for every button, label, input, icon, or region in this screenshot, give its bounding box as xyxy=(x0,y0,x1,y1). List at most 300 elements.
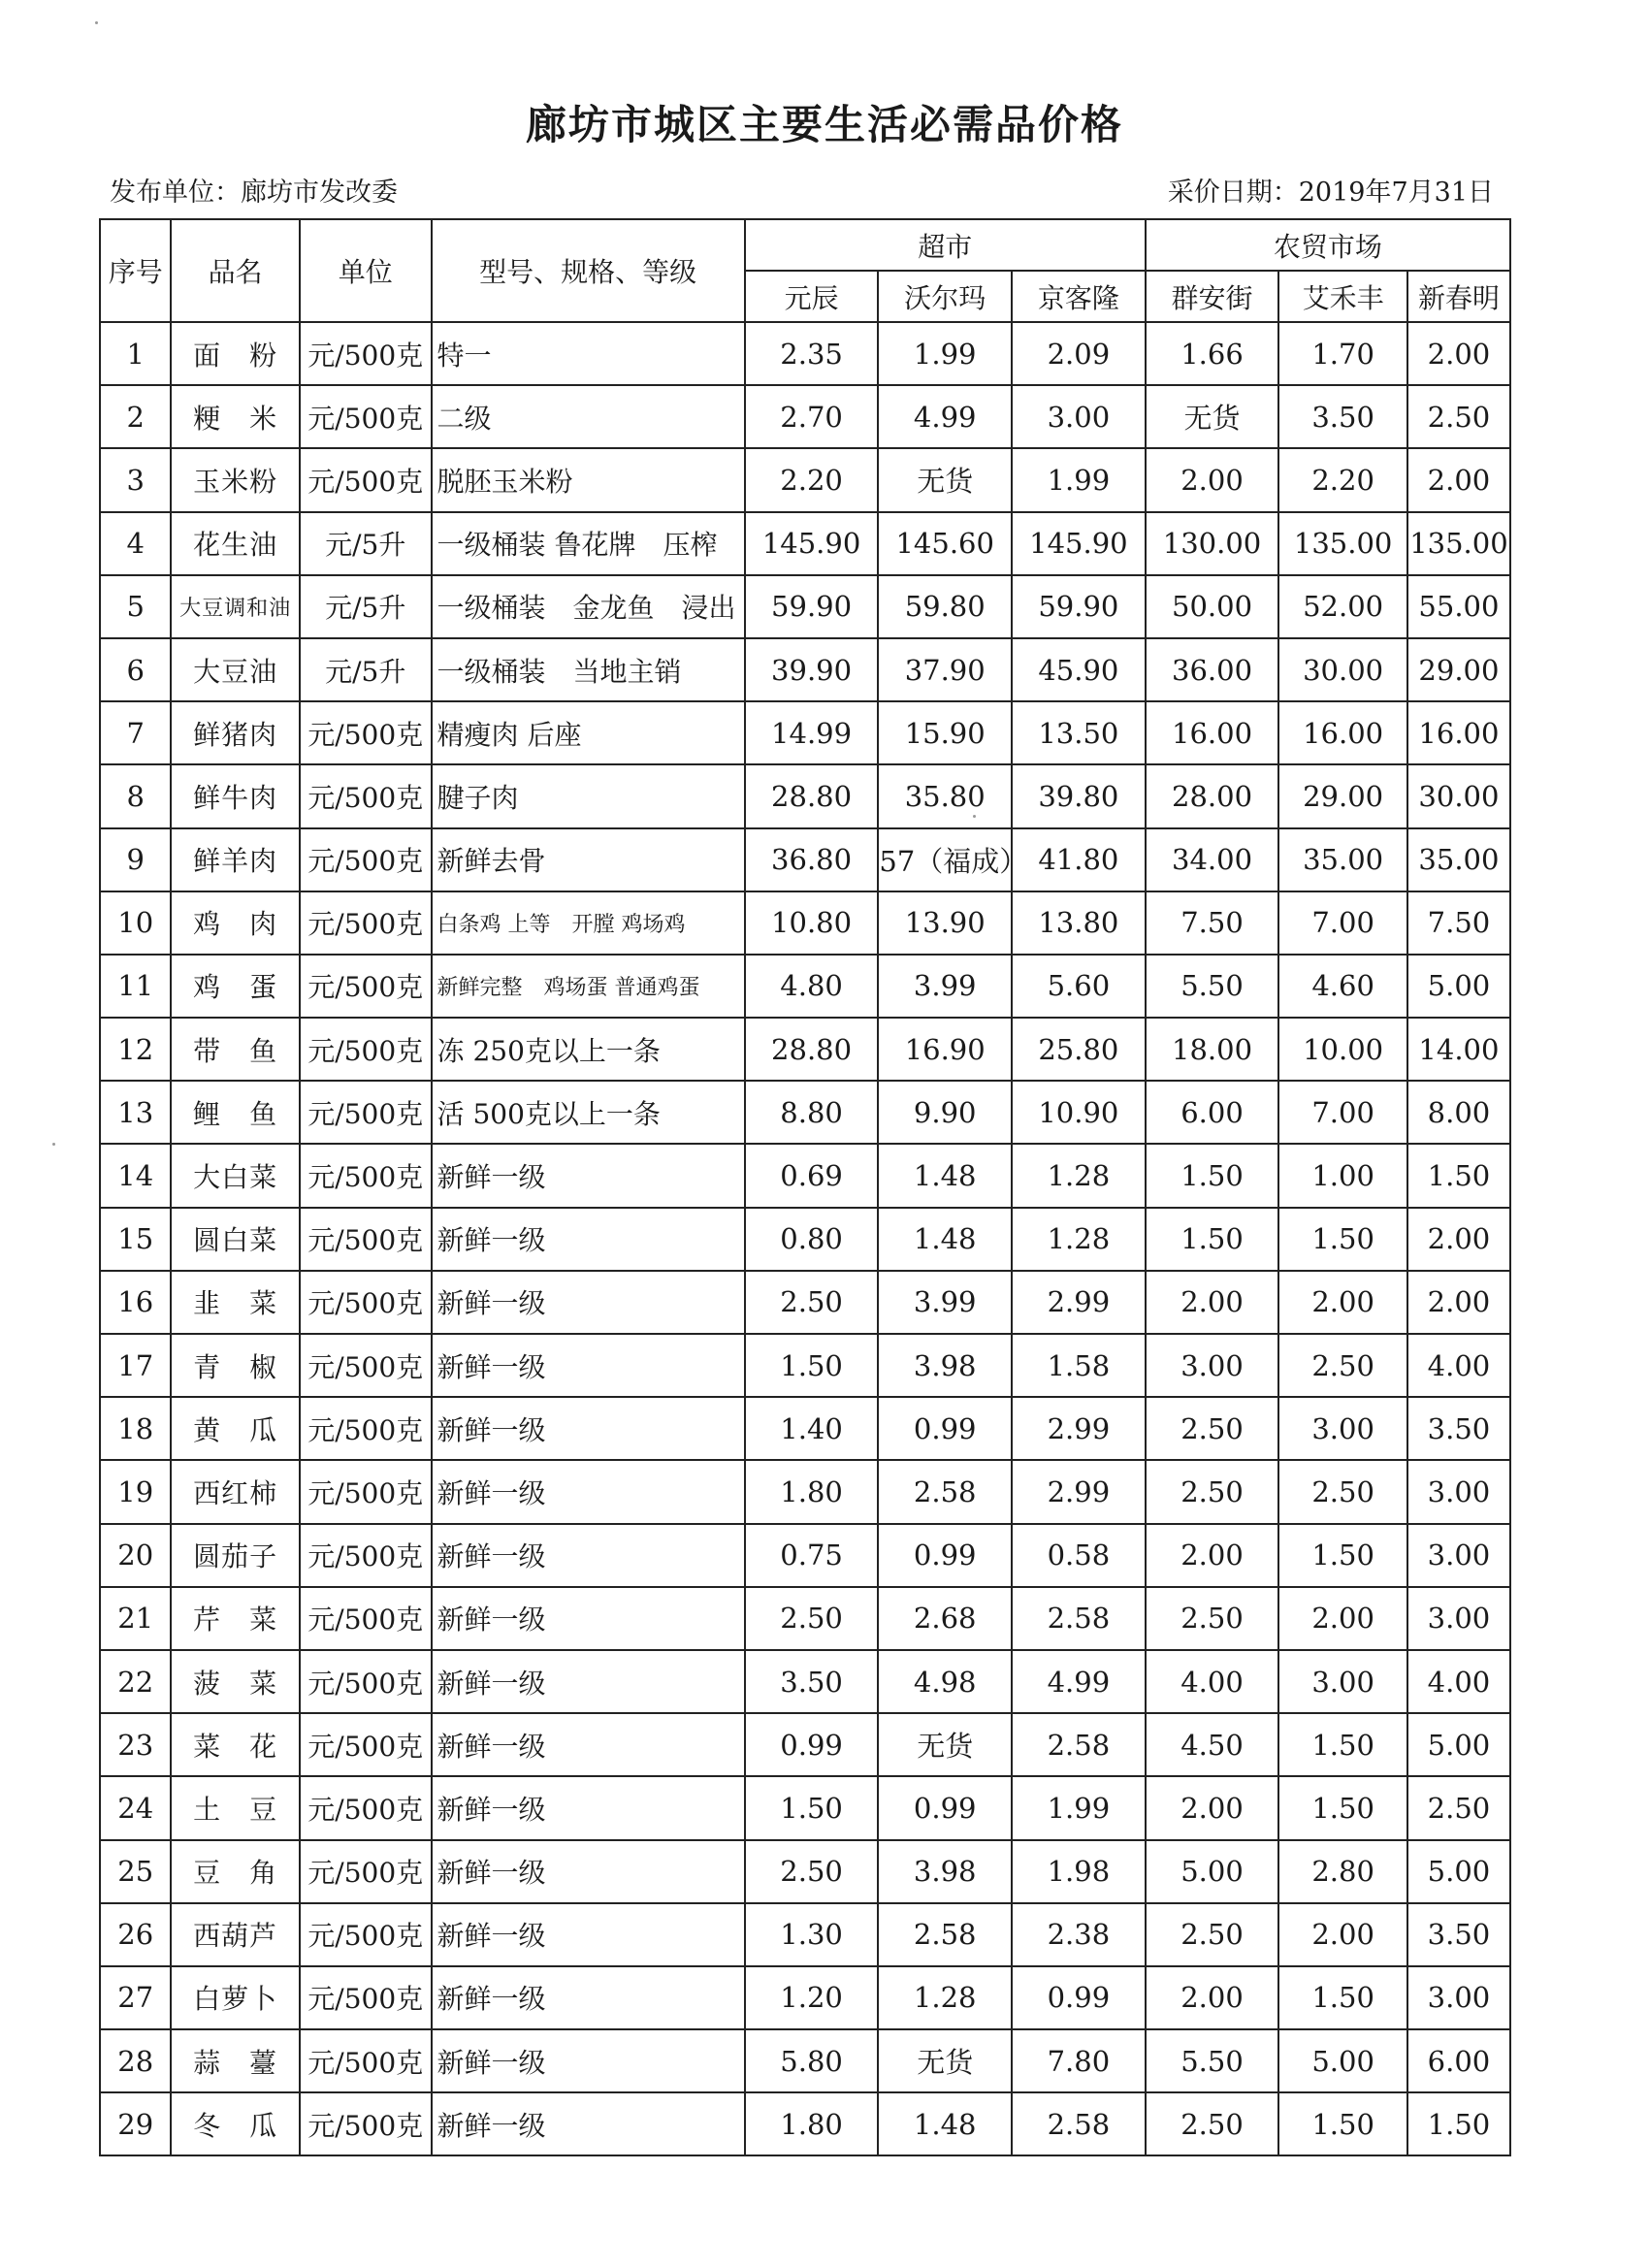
row-name: 蒜 薹 xyxy=(171,2029,300,2092)
row-price: 135.00 xyxy=(1407,512,1510,575)
row-spec: 特一 xyxy=(432,322,745,385)
row-price: 1.50 xyxy=(1278,1524,1407,1587)
row-seq: 10 xyxy=(100,891,171,955)
table-row xyxy=(100,1524,1510,1587)
row-price: 无货 xyxy=(878,2029,1012,2092)
row-price: 2.00 xyxy=(1407,448,1510,511)
row-seq: 6 xyxy=(100,638,171,701)
row-price: 5.00 xyxy=(1146,1840,1279,1903)
row-price: 3.99 xyxy=(878,955,1012,1018)
row-price: 0.75 xyxy=(745,1524,879,1587)
row-price: 3.50 xyxy=(745,1650,879,1713)
row-price: 8.80 xyxy=(745,1081,879,1144)
row-price: 135.00 xyxy=(1278,512,1407,575)
row-unit: 元/500克 xyxy=(300,1524,432,1587)
row-price: 7.50 xyxy=(1407,891,1510,955)
row-unit: 元/500克 xyxy=(300,1966,432,2029)
row-price: 3.99 xyxy=(878,1271,1012,1334)
row-seq: 14 xyxy=(100,1144,171,1207)
row-price: 2.50 xyxy=(1146,1903,1279,1966)
row-price: 2.20 xyxy=(1278,448,1407,511)
row-price: 2.00 xyxy=(1146,1271,1279,1334)
table-row xyxy=(100,1397,1510,1460)
row-price: 1.20 xyxy=(745,1966,879,2029)
row-name: 鲤 鱼 xyxy=(171,1081,300,1144)
row-spec: 一级桶装 金龙鱼 浸出 xyxy=(432,575,745,638)
header-store: 京客隆 xyxy=(1012,271,1146,322)
row-price: 2.99 xyxy=(1012,1397,1146,1460)
row-unit: 元/500克 xyxy=(300,322,432,385)
row-unit: 元/500克 xyxy=(300,891,432,955)
row-unit: 元/500克 xyxy=(300,1334,432,1397)
header-store: 群安街 xyxy=(1146,271,1279,322)
row-price: 10.00 xyxy=(1278,1018,1407,1081)
row-price: 2.00 xyxy=(1146,1776,1279,1839)
row-unit: 元/500克 xyxy=(300,828,432,891)
row-seq: 12 xyxy=(100,1018,171,1081)
row-seq: 21 xyxy=(100,1587,171,1650)
row-price: 2.58 xyxy=(1012,1713,1146,1776)
row-price: 7.50 xyxy=(1146,891,1279,955)
row-unit: 元/5升 xyxy=(300,638,432,701)
row-price: 2.50 xyxy=(1407,1776,1510,1839)
row-spec: 新鲜一级 xyxy=(432,1840,745,1903)
row-unit: 元/500克 xyxy=(300,2029,432,2092)
row-seq: 26 xyxy=(100,1903,171,1966)
row-price: 1.50 xyxy=(745,1334,879,1397)
row-spec: 新鲜一级 xyxy=(432,1334,745,1397)
table-row xyxy=(100,1018,1510,1081)
row-name: 面 粉 xyxy=(171,322,300,385)
row-price: 1.28 xyxy=(878,1966,1012,2029)
row-seq: 19 xyxy=(100,1460,171,1523)
table-row xyxy=(100,385,1510,448)
document-title: 廊坊市城区主要生活必需品价格 xyxy=(525,101,1123,148)
row-price: 2.00 xyxy=(1146,448,1279,511)
row-name: 大豆调和油 xyxy=(171,575,300,638)
row-price: 0.99 xyxy=(745,1713,879,1776)
row-price: 37.90 xyxy=(878,638,1012,701)
row-price: 18.00 xyxy=(1146,1018,1279,1081)
row-price: 13.50 xyxy=(1012,701,1146,764)
row-name: 鲜牛肉 xyxy=(171,764,300,827)
row-name: 鲜羊肉 xyxy=(171,828,300,891)
row-price: 36.80 xyxy=(745,828,879,891)
row-price: 0.99 xyxy=(878,1397,1012,1460)
row-price: 35.00 xyxy=(1407,828,1510,891)
row-price: 2.50 xyxy=(745,1840,879,1903)
row-price: 1.99 xyxy=(1012,1776,1146,1839)
row-price: 3.00 xyxy=(1407,1966,1510,2029)
row-spec: 精瘦肉 后座 xyxy=(432,701,745,764)
row-price: 41.80 xyxy=(1012,828,1146,891)
row-price: 2.09 xyxy=(1012,322,1146,385)
table-row xyxy=(100,955,1510,1018)
row-price: 6.00 xyxy=(1407,2029,1510,2092)
row-unit: 元/500克 xyxy=(300,1713,432,1776)
row-price: 0.69 xyxy=(745,1144,879,1207)
row-price: 2.50 xyxy=(1146,1460,1279,1523)
price-table xyxy=(99,218,1511,2156)
row-price: 2.50 xyxy=(1407,385,1510,448)
table-row xyxy=(100,2029,1510,2092)
row-spec: 新鲜去骨 xyxy=(432,828,745,891)
row-price: 2.00 xyxy=(1407,322,1510,385)
row-price: 1.98 xyxy=(1012,1840,1146,1903)
row-price: 2.00 xyxy=(1278,1903,1407,1966)
row-spec: 脱胚玉米粉 xyxy=(432,448,745,511)
row-price: 1.50 xyxy=(1278,1776,1407,1839)
row-price: 0.99 xyxy=(878,1776,1012,1839)
row-price: 2.50 xyxy=(1146,1397,1279,1460)
row-spec: 新鲜一级 xyxy=(432,2092,745,2155)
row-price: 无货 xyxy=(1146,385,1279,448)
row-price: 2.99 xyxy=(1012,1271,1146,1334)
row-seq: 15 xyxy=(100,1208,171,1271)
row-price: 0.99 xyxy=(1012,1966,1146,2029)
row-price: 1.50 xyxy=(1278,1966,1407,2029)
row-spec: 活 500克以上一条 xyxy=(432,1081,745,1144)
row-price: 4.98 xyxy=(878,1650,1012,1713)
row-price: 30.00 xyxy=(1407,764,1510,827)
row-price: 57（福成） xyxy=(878,828,1012,891)
row-name: 大白菜 xyxy=(171,1144,300,1207)
row-price: 2.50 xyxy=(1278,1334,1407,1397)
row-price: 1.50 xyxy=(1146,1208,1279,1271)
row-price: 2.00 xyxy=(1278,1271,1407,1334)
row-price: 3.00 xyxy=(1278,1397,1407,1460)
row-price: 2.35 xyxy=(745,322,879,385)
row-price: 3.50 xyxy=(1278,385,1407,448)
row-price: 7.00 xyxy=(1278,891,1407,955)
row-spec: 新鲜一级 xyxy=(432,1524,745,1587)
row-seq: 3 xyxy=(100,448,171,511)
row-unit: 元/5升 xyxy=(300,575,432,638)
row-seq: 11 xyxy=(100,955,171,1018)
row-seq: 27 xyxy=(100,1966,171,2029)
row-price: 4.00 xyxy=(1146,1650,1279,1713)
row-seq: 20 xyxy=(100,1524,171,1587)
row-spec: 二级 xyxy=(432,385,745,448)
row-price: 45.90 xyxy=(1012,638,1146,701)
table-row xyxy=(100,1208,1510,1271)
row-price: 2.00 xyxy=(1146,1524,1279,1587)
row-price: 3.00 xyxy=(1012,385,1146,448)
row-price: 无货 xyxy=(878,1713,1012,1776)
row-price: 2.00 xyxy=(1407,1271,1510,1334)
row-price: 无货 xyxy=(878,448,1012,511)
price-table-body xyxy=(100,322,1510,2155)
row-price: 2.38 xyxy=(1012,1903,1146,1966)
row-price: 0.99 xyxy=(878,1524,1012,1587)
row-unit: 元/500克 xyxy=(300,1081,432,1144)
row-price: 3.00 xyxy=(1407,1587,1510,1650)
row-spec: 新鲜一级 xyxy=(432,1903,745,1966)
row-seq: 7 xyxy=(100,701,171,764)
row-price: 59.90 xyxy=(745,575,879,638)
row-price: 1.50 xyxy=(1278,1713,1407,1776)
row-name: 鸡 肉 xyxy=(171,891,300,955)
row-seq: 23 xyxy=(100,1713,171,1776)
row-price: 10.80 xyxy=(745,891,879,955)
row-spec: 新鲜一级 xyxy=(432,1587,745,1650)
row-spec: 新鲜一级 xyxy=(432,1650,745,1713)
header-market: 农贸市场 xyxy=(1146,219,1510,271)
row-unit: 元/500克 xyxy=(300,385,432,448)
row-price: 5.00 xyxy=(1278,2029,1407,2092)
table-row xyxy=(100,512,1510,575)
row-price: 1.40 xyxy=(745,1397,879,1460)
row-price: 130.00 xyxy=(1146,512,1279,575)
row-price: 13.90 xyxy=(878,891,1012,955)
row-price: 1.28 xyxy=(1012,1144,1146,1207)
row-unit: 元/500克 xyxy=(300,1018,432,1081)
row-spec: 新鲜一级 xyxy=(432,1271,745,1334)
row-unit: 元/500克 xyxy=(300,1840,432,1903)
row-unit: 元/500克 xyxy=(300,1397,432,1460)
row-price: 1.99 xyxy=(878,322,1012,385)
row-price: 2.80 xyxy=(1278,1840,1407,1903)
row-price: 52.00 xyxy=(1278,575,1407,638)
row-price: 59.80 xyxy=(878,575,1012,638)
publisher-label: 发布单位：廊坊市发改委 xyxy=(110,178,398,208)
row-price: 5.00 xyxy=(1407,1713,1510,1776)
row-price: 16.90 xyxy=(878,1018,1012,1081)
row-price: 59.90 xyxy=(1012,575,1146,638)
row-price: 50.00 xyxy=(1146,575,1279,638)
table-row xyxy=(100,1776,1510,1839)
row-name: 冬 瓜 xyxy=(171,2092,300,2155)
row-price: 2.58 xyxy=(878,1903,1012,1966)
row-spec: 新鲜一级 xyxy=(432,1966,745,2029)
row-spec: 一级桶装 鲁花牌 压榨 xyxy=(432,512,745,575)
row-name: 土 豆 xyxy=(171,1776,300,1839)
row-price: 1.58 xyxy=(1012,1334,1146,1397)
table-row xyxy=(100,575,1510,638)
row-price: 2.50 xyxy=(1146,1587,1279,1650)
row-price: 1.50 xyxy=(1407,1144,1510,1207)
row-name: 花生油 xyxy=(171,512,300,575)
row-price: 4.99 xyxy=(1012,1650,1146,1713)
header-unit: 单位 xyxy=(300,219,432,322)
row-spec: 新鲜一级 xyxy=(432,1776,745,1839)
row-name: 圆茄子 xyxy=(171,1524,300,1587)
row-price: 2.68 xyxy=(878,1587,1012,1650)
scan-speck xyxy=(52,1143,55,1146)
row-price: 2.00 xyxy=(1146,1966,1279,2029)
table-row xyxy=(100,2092,1510,2155)
row-price: 5.00 xyxy=(1407,955,1510,1018)
row-price: 145.90 xyxy=(745,512,879,575)
header-store: 元辰 xyxy=(745,271,879,322)
row-price: 2.50 xyxy=(745,1271,879,1334)
table-row xyxy=(100,701,1510,764)
row-price: 16.00 xyxy=(1278,701,1407,764)
row-price: 4.00 xyxy=(1407,1650,1510,1713)
row-price: 5.60 xyxy=(1012,955,1146,1018)
header-store: 沃尔玛 xyxy=(878,271,1012,322)
row-price: 1.99 xyxy=(1012,448,1146,511)
row-price: 34.00 xyxy=(1146,828,1279,891)
row-price: 39.80 xyxy=(1012,764,1146,827)
row-unit: 元/500克 xyxy=(300,1776,432,1839)
table-row xyxy=(100,1460,1510,1523)
row-unit: 元/500克 xyxy=(300,2092,432,2155)
row-unit: 元/500克 xyxy=(300,448,432,511)
header-supermarket: 超市 xyxy=(745,219,1146,271)
row-price: 55.00 xyxy=(1407,575,1510,638)
row-price: 145.90 xyxy=(1012,512,1146,575)
table-row xyxy=(100,828,1510,891)
row-price: 3.50 xyxy=(1407,1397,1510,1460)
row-spec: 新鲜一级 xyxy=(432,1144,745,1207)
row-name: 带 鱼 xyxy=(171,1018,300,1081)
header-name: 品名 xyxy=(171,219,300,322)
row-price: 4.00 xyxy=(1407,1334,1510,1397)
table-row xyxy=(100,1081,1510,1144)
row-price: 16.00 xyxy=(1146,701,1279,764)
row-name: 圆白菜 xyxy=(171,1208,300,1271)
table-row xyxy=(100,1334,1510,1397)
table-row xyxy=(100,1713,1510,1776)
row-name: 菜 花 xyxy=(171,1713,300,1776)
row-unit: 元/500克 xyxy=(300,1903,432,1966)
row-spec: 一级桶装 当地主销 xyxy=(432,638,745,701)
row-name: 西红柿 xyxy=(171,1460,300,1523)
row-unit: 元/500克 xyxy=(300,1208,432,1271)
row-price: 5.50 xyxy=(1146,955,1279,1018)
row-seq: 4 xyxy=(100,512,171,575)
row-seq: 18 xyxy=(100,1397,171,1460)
row-price: 1.50 xyxy=(745,1776,879,1839)
row-price: 2.50 xyxy=(1278,1460,1407,1523)
row-unit: 元/500克 xyxy=(300,764,432,827)
row-spec: 新鲜一级 xyxy=(432,1713,745,1776)
row-unit: 元/5升 xyxy=(300,512,432,575)
row-price: 1.50 xyxy=(1146,1144,1279,1207)
row-seq: 29 xyxy=(100,2092,171,2155)
row-price: 13.80 xyxy=(1012,891,1146,955)
row-price: 3.00 xyxy=(1407,1524,1510,1587)
row-name: 白萝卜 xyxy=(171,1966,300,2029)
row-name: 粳 米 xyxy=(171,385,300,448)
row-spec: 新鲜一级 xyxy=(432,1208,745,1271)
row-price: 2.99 xyxy=(1012,1460,1146,1523)
row-seq: 9 xyxy=(100,828,171,891)
row-name: 西葫芦 xyxy=(171,1903,300,1966)
header-seq: 序号 xyxy=(100,219,171,322)
row-spec: 冻 250克以上一条 xyxy=(432,1018,745,1081)
row-price: 8.00 xyxy=(1407,1081,1510,1144)
row-spec: 新鲜完整 鸡场蛋 普通鸡蛋 xyxy=(432,955,745,1018)
row-name: 鲜猪肉 xyxy=(171,701,300,764)
scan-speck xyxy=(973,815,976,818)
row-price: 10.90 xyxy=(1012,1081,1146,1144)
row-seq: 8 xyxy=(100,764,171,827)
row-price: 3.50 xyxy=(1407,1903,1510,1966)
header-store: 艾禾丰 xyxy=(1278,271,1407,322)
row-price: 2.20 xyxy=(745,448,879,511)
row-price: 4.50 xyxy=(1146,1713,1279,1776)
row-price: 2.58 xyxy=(878,1460,1012,1523)
row-seq: 17 xyxy=(100,1334,171,1397)
row-price: 30.00 xyxy=(1278,638,1407,701)
table-row xyxy=(100,764,1510,827)
table-row xyxy=(100,322,1510,385)
row-price: 16.00 xyxy=(1407,701,1510,764)
row-name: 芹 菜 xyxy=(171,1587,300,1650)
row-price: 5.50 xyxy=(1146,2029,1279,2092)
row-spec: 新鲜一级 xyxy=(432,2029,745,2092)
row-price: 1.50 xyxy=(1278,1208,1407,1271)
row-price: 2.70 xyxy=(745,385,879,448)
row-price: 4.99 xyxy=(878,385,1012,448)
row-spec: 白条鸡 上等 开膛 鸡场鸡 xyxy=(432,891,745,955)
row-price: 3.00 xyxy=(1407,1460,1510,1523)
row-price: 28.80 xyxy=(745,1018,879,1081)
row-name: 玉米粉 xyxy=(171,448,300,511)
row-price: 29.00 xyxy=(1407,638,1510,701)
row-price: 1.80 xyxy=(745,1460,879,1523)
table-row xyxy=(100,1903,1510,1966)
row-price: 15.90 xyxy=(878,701,1012,764)
row-price: 14.00 xyxy=(1407,1018,1510,1081)
row-price: 3.00 xyxy=(1278,1650,1407,1713)
row-price: 1.80 xyxy=(745,2092,879,2155)
row-name: 青 椒 xyxy=(171,1334,300,1397)
row-price: 4.60 xyxy=(1278,955,1407,1018)
row-price: 36.00 xyxy=(1146,638,1279,701)
row-name: 韭 菜 xyxy=(171,1271,300,1334)
row-name: 菠 菜 xyxy=(171,1650,300,1713)
row-price: 0.58 xyxy=(1012,1524,1146,1587)
row-price: 145.60 xyxy=(878,512,1012,575)
table-row xyxy=(100,1840,1510,1903)
header-store: 新春明 xyxy=(1407,271,1510,322)
row-price: 1.28 xyxy=(1012,1208,1146,1271)
row-price: 3.00 xyxy=(1146,1334,1279,1397)
row-unit: 元/500克 xyxy=(300,1144,432,1207)
row-price: 5.80 xyxy=(745,2029,879,2092)
row-price: 1.48 xyxy=(878,2092,1012,2155)
scan-speck xyxy=(95,21,98,24)
row-spec: 新鲜一级 xyxy=(432,1460,745,1523)
row-price: 14.99 xyxy=(745,701,879,764)
row-unit: 元/500克 xyxy=(300,955,432,1018)
table-row xyxy=(100,1271,1510,1334)
row-price: 5.00 xyxy=(1407,1840,1510,1903)
header-spec: 型号、规格、等级 xyxy=(432,219,745,322)
survey-date-label: 采价日期：2019年7月31日 xyxy=(1167,178,1494,208)
row-price: 2.58 xyxy=(1012,2092,1146,2155)
row-seq: 1 xyxy=(100,322,171,385)
row-unit: 元/500克 xyxy=(300,701,432,764)
row-price: 6.00 xyxy=(1146,1081,1279,1144)
row-name: 鸡 蛋 xyxy=(171,955,300,1018)
row-price: 1.70 xyxy=(1278,322,1407,385)
row-name: 豆 角 xyxy=(171,1840,300,1903)
row-price: 3.98 xyxy=(878,1840,1012,1903)
row-price: 7.00 xyxy=(1278,1081,1407,1144)
table-row xyxy=(100,1650,1510,1713)
row-price: 0.80 xyxy=(745,1208,879,1271)
row-price: 4.80 xyxy=(745,955,879,1018)
table-row xyxy=(100,1144,1510,1207)
row-seq: 28 xyxy=(100,2029,171,2092)
row-price: 28.00 xyxy=(1146,764,1279,827)
table-row xyxy=(100,1966,1510,2029)
row-unit: 元/500克 xyxy=(300,1271,432,1334)
